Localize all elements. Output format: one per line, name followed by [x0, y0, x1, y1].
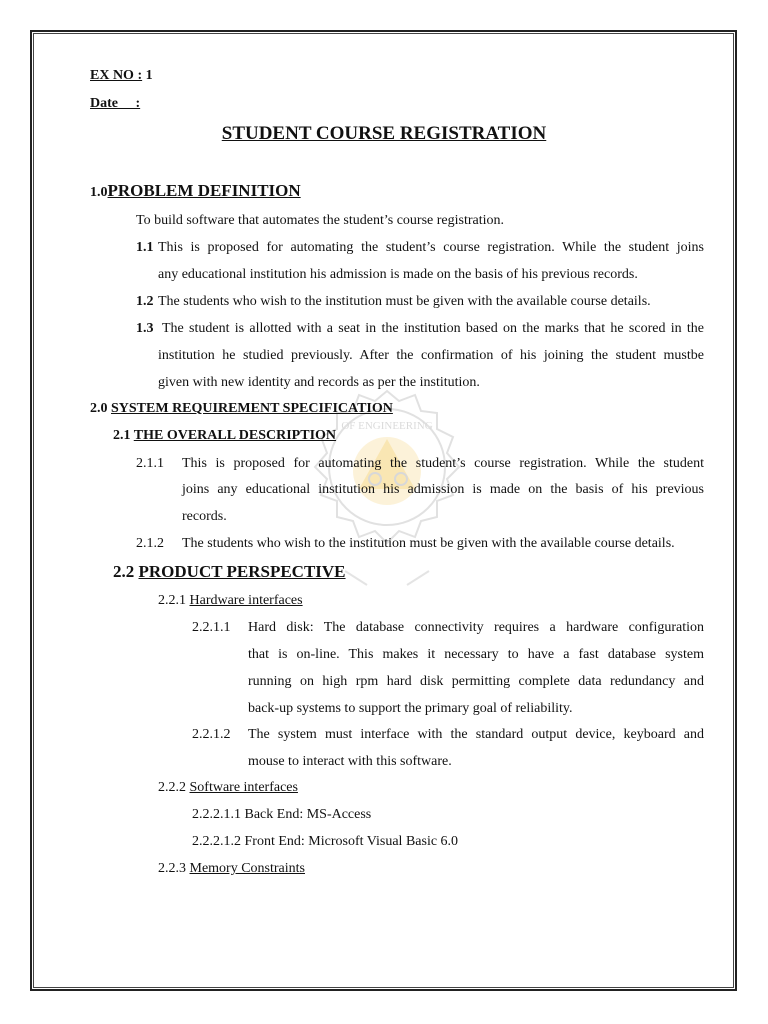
paragraph-line: records. [182, 509, 227, 524]
subsection-title: THE OVERALL DESCRIPTION [133, 428, 337, 443]
section-title: PROBLEM DEFINITION [107, 181, 301, 200]
paragraph-line: running on high rpm hard disk permitting complete data redundancy and [248, 674, 704, 689]
date-label: Date : [90, 96, 141, 111]
subsection-2-1-heading [113, 428, 336, 444]
section-1-intro: To build software that automates the student’s course registration. [136, 213, 504, 228]
paragraph-line: joins any educational institution his admission is made on the basis of his previous [182, 482, 704, 497]
paragraph-line: The student is allotted with a seat in the institution based on the marks that he scored in the [162, 321, 704, 336]
item-number: 1.2 [136, 294, 154, 309]
section-number: 2.0 [90, 401, 108, 416]
subsection-title: PRODUCT PERSPECTIVE [138, 562, 346, 581]
software-item-back-end: 2.2.2.1.1 Back End: MS-Access [192, 807, 372, 822]
hardware-interfaces-heading [158, 593, 303, 609]
item-number: 1.1 [136, 240, 154, 255]
item-number: 2.2.1.1 [192, 620, 231, 635]
subsection-number: 2.2.1 [158, 593, 186, 608]
subsection-number: 2.2 [113, 562, 135, 581]
paragraph-line: back-up systems to support the primary goal of reliability. [248, 701, 573, 716]
ex-no-value: 1 [145, 68, 153, 83]
paragraph-line: The students who wish to the institution must be given with the available course details. [158, 294, 651, 309]
item-number: 2.1.2 [136, 536, 164, 551]
paragraph-line: mouse to interact with this software. [248, 754, 452, 769]
subsection-number: 2.2.2 [158, 780, 186, 795]
software-interfaces-heading [158, 780, 298, 796]
paragraph-line: The system must interface with the standard output device, keyboard and [248, 727, 704, 742]
paragraph-line: This is proposed for automating the student’s course registration. While the student joins [158, 240, 704, 255]
section-2-heading [90, 401, 393, 417]
subsection-title: Hardware interfaces [189, 593, 303, 608]
document-title: STUDENT COURSE REGISTRATION [221, 123, 547, 144]
memory-constraints-heading [158, 861, 305, 877]
paragraph-line: given with new identity and records as per the institution. [158, 375, 480, 390]
software-item-front-end: 2.2.2.1.2 Front End: Microsoft Visual Basic 6.0 [192, 834, 459, 849]
ex-no-line [90, 68, 153, 84]
section-number: 1.0 [90, 185, 108, 200]
paragraph-line: institution he studied previously. After the confirmation of his joining the student mustbe [158, 348, 704, 363]
subsection-title: Software interfaces [189, 780, 298, 795]
paragraph-line: that is on-line. This makes it necessary to have a fast database system [248, 647, 704, 662]
section-title: SYSTEM REQUIREMENT SPECIFICATION [111, 401, 393, 416]
ex-no-label: EX NO : [90, 68, 143, 83]
section-1-heading [90, 183, 301, 201]
paragraph-line: The students who wish to the institution must be given with the available course details. [182, 536, 675, 551]
paragraph-line: This is proposed for automating the student’s course registration. While the student [182, 456, 704, 471]
paragraph-line: Hard disk: The database connectivity requires a hardware configuration [248, 620, 704, 635]
subsection-number: 2.1 [113, 428, 131, 443]
item-number: 2.1.1 [136, 456, 164, 471]
subsection-title: Memory Constraints [189, 861, 305, 876]
subsection-number: 2.2.3 [158, 861, 186, 876]
subsection-2-2-heading [113, 563, 346, 581]
item-number: 2.2.1.2 [192, 727, 231, 742]
paragraph-line: any educational institution his admission is made on the basis of his previous records. [158, 267, 638, 282]
seal-text: OF ENGINEERING [341, 420, 433, 432]
item-number: 1.3 [136, 321, 154, 336]
